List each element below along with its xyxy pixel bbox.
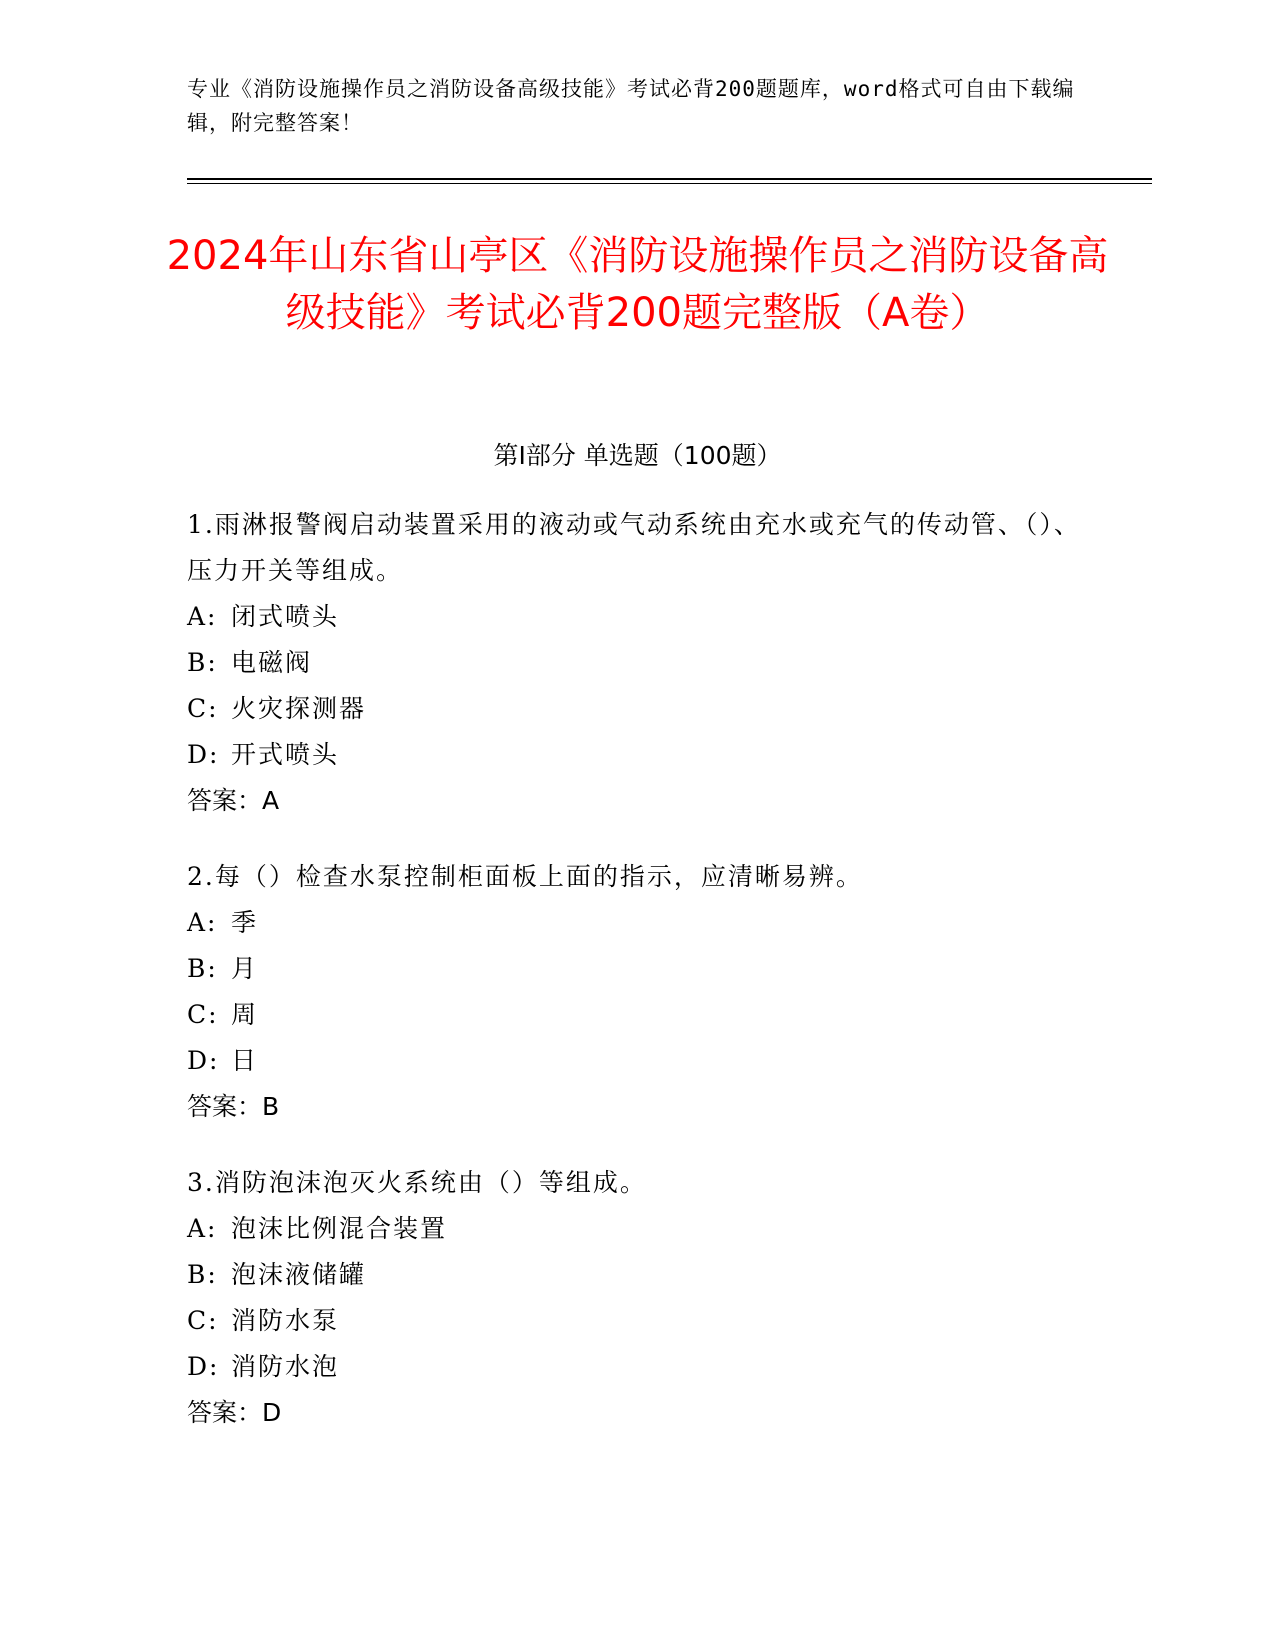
option-text: 季 <box>231 908 259 937</box>
question-stem: 1.雨淋报警阀启动装置采用的液动或气动系统由充水或充气的传动管、（）、压力开关等组成。 <box>187 510 1081 585</box>
option-letter: B: <box>187 1260 218 1289</box>
option-letter: D: <box>187 1046 220 1075</box>
option-letter: D: <box>187 740 220 769</box>
option-d <box>187 1344 1087 1390</box>
option-text: 闭式喷头 <box>231 602 340 631</box>
question-1 <box>187 502 1087 824</box>
option-b <box>187 1252 1087 1298</box>
option-letter: D: <box>187 1352 220 1381</box>
option-text: 泡沫液储罐 <box>231 1260 367 1289</box>
header-rule-thin <box>187 183 1152 184</box>
option-c <box>187 992 1087 1038</box>
option-text: 开式喷头 <box>231 740 340 769</box>
question-3 <box>187 1160 1087 1436</box>
option-text: 火灾探测器 <box>231 694 367 723</box>
option-text: 消防水泵 <box>231 1306 340 1335</box>
answer: 答案：D <box>187 1398 282 1427</box>
option-letter: A: <box>187 908 218 937</box>
question-2 <box>187 854 1087 1130</box>
option-b <box>187 640 1087 686</box>
option-c <box>187 1298 1087 1344</box>
option-c <box>187 686 1087 732</box>
option-text: 月 <box>231 954 259 983</box>
option-text: 周 <box>231 1000 259 1029</box>
option-text: 消防水泡 <box>231 1352 340 1381</box>
option-d <box>187 732 1087 778</box>
answer: 答案：A <box>187 786 280 815</box>
option-letter: A: <box>187 1214 218 1243</box>
option-text: 电磁阀 <box>231 648 313 677</box>
option-letter: B: <box>187 954 218 983</box>
option-letter: B: <box>187 648 218 677</box>
option-letter: C: <box>187 1306 219 1335</box>
option-b <box>187 946 1087 992</box>
header-note: 专业《消防设施操作员之消防设备高级技能》考试必背200题题库，word格式可自由下载编辑，附完整答案！ <box>187 77 1075 135</box>
option-d <box>187 1038 1087 1084</box>
answer: 答案：B <box>187 1092 280 1121</box>
option-a <box>187 900 1087 946</box>
option-letter: A: <box>187 602 218 631</box>
option-text: 泡沫比例混合装置 <box>231 1214 448 1243</box>
option-letter: C: <box>187 1000 219 1029</box>
option-text: 日 <box>231 1046 259 1075</box>
section-title: 第I部分 单选题（100题） <box>493 441 782 470</box>
question-stem: 2.每（）检查水泵控制柜面板上面的指示，应清晰易辨。 <box>187 862 863 891</box>
option-letter: C: <box>187 694 219 723</box>
question-stem: 3.消防泡沫泡灭火系统由（）等组成。 <box>187 1168 647 1197</box>
option-a <box>187 594 1087 640</box>
document-title: 2024年山东省山亭区《消防设施操作员之消防设备高级技能》考试必背200题完整版（A卷） <box>166 233 1109 336</box>
option-a <box>187 1206 1087 1252</box>
header-rule-thick <box>187 178 1152 180</box>
